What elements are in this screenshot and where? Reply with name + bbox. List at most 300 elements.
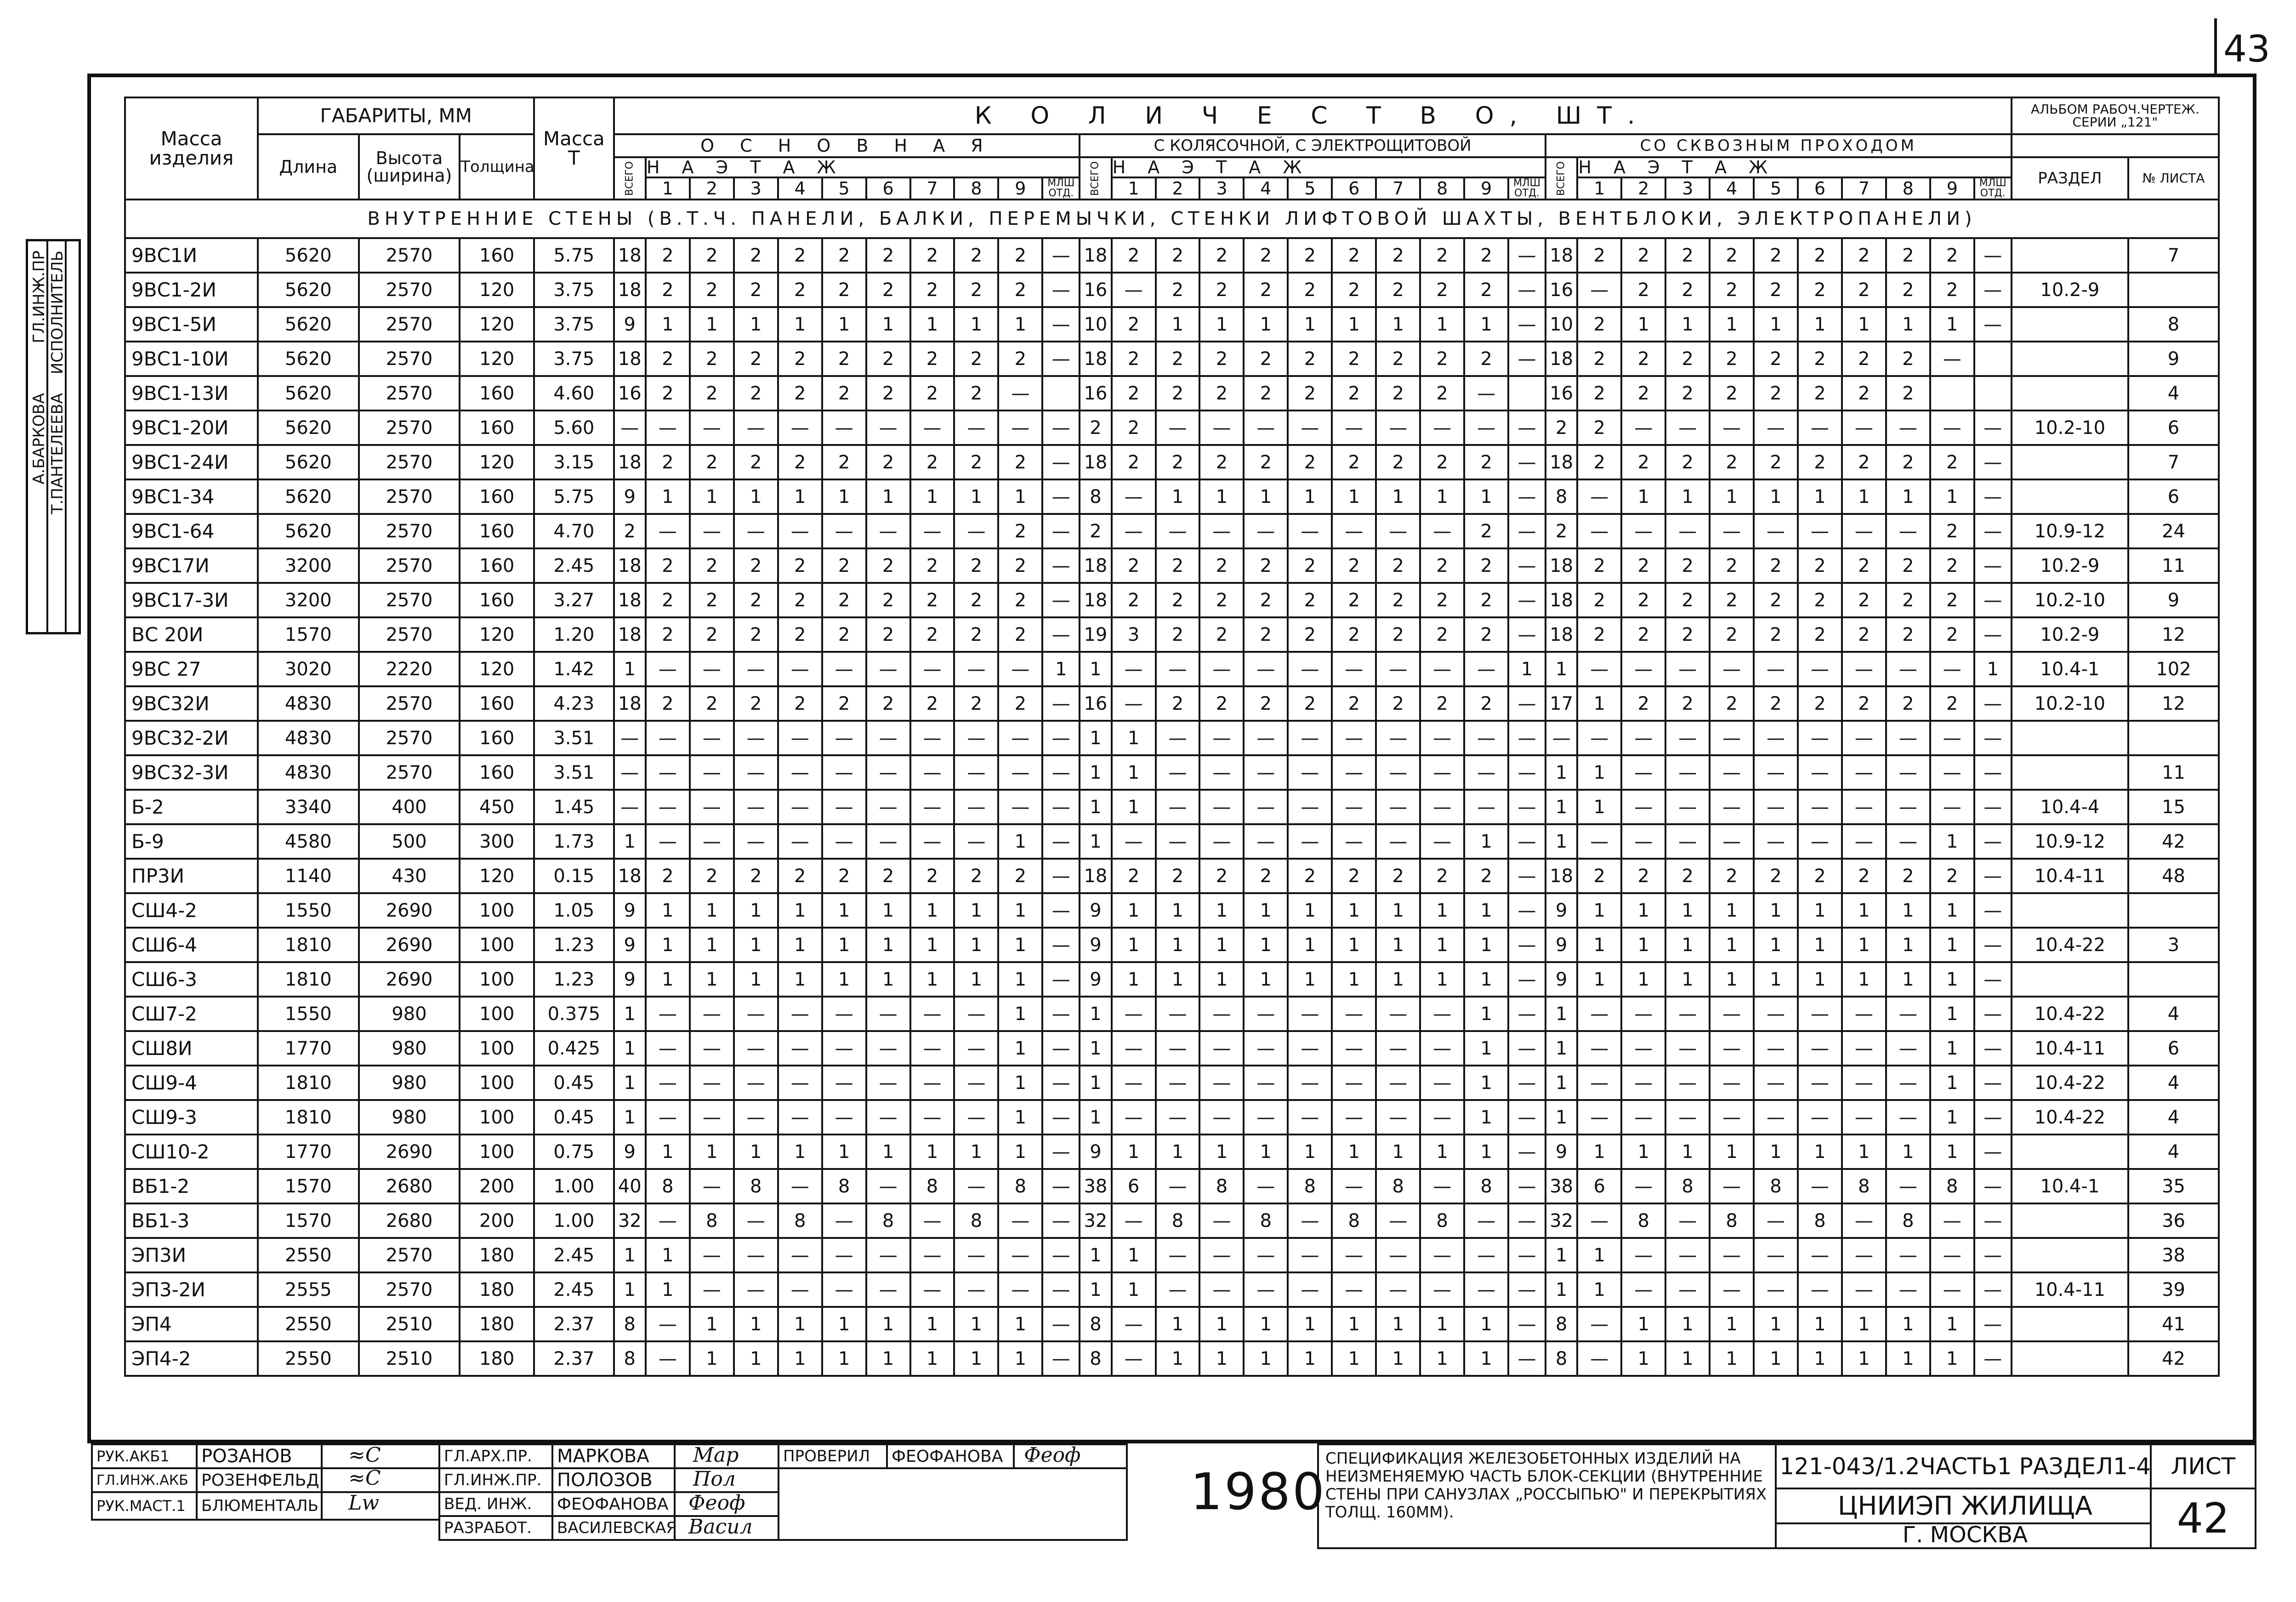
cell-qty: 9 — [614, 307, 646, 342]
cell-qty: — — [690, 514, 734, 548]
cell-qty: — — [1464, 410, 1508, 445]
cell-height: 2570 — [359, 410, 460, 445]
cell-thickness: 160 — [460, 583, 534, 617]
cell-qty: 2 — [1112, 859, 1156, 893]
cell-qty: — — [1665, 652, 1710, 686]
staff2-name-4: ВАСИЛЕВСКАЯ — [551, 1515, 676, 1541]
header-group-through: СО СКВОЗНЫМ ПРОХОДОМ — [1546, 134, 2012, 157]
cell-qty: 8 — [614, 1307, 646, 1341]
stamp-name-1: А.БАРКОВА — [30, 393, 48, 485]
cell-qty: — — [1930, 1238, 1974, 1272]
cell-length: 2550 — [258, 1307, 359, 1341]
cell-qty: 1 — [646, 479, 690, 514]
cell-qty: 2 — [1798, 859, 1842, 893]
cell-qty: 2 — [1244, 686, 1288, 721]
cell-qty: 1 — [646, 893, 690, 928]
cell-qty: 1 — [998, 824, 1042, 859]
cell-qty: — — [734, 652, 778, 686]
cell-qty: — — [1710, 1169, 1754, 1203]
cell-qty: 2 — [1798, 583, 1842, 617]
cell-razdel: 10.4-11 — [2012, 859, 2128, 893]
cell-qty: 18 — [614, 238, 646, 273]
cell-qty: 2 — [1464, 617, 1508, 652]
cell-razdel: 10.4-4 — [2012, 790, 2128, 824]
cell-qty: 2 — [1464, 686, 1508, 721]
cell-qty: — — [910, 1031, 955, 1066]
cell-mass: 5.60 — [534, 410, 614, 445]
cell-qty: — — [1754, 410, 1798, 445]
cell-qty: — — [1974, 514, 2012, 548]
cell-mass: 2.37 — [534, 1307, 614, 1341]
cell-qty: — — [734, 790, 778, 824]
cell-qty: 1 — [1464, 1100, 1508, 1135]
cell-qty: 1 — [1974, 652, 2012, 686]
cell-qty: — — [1930, 1203, 1974, 1238]
header-total-through: ВСЕГО — [1546, 157, 1577, 200]
cell-qty: — — [1199, 755, 1244, 790]
cell-qty: 1 — [1112, 1272, 1156, 1307]
cell-qty: — — [1974, 1169, 2012, 1203]
cell-qty: — — [1199, 824, 1244, 859]
cell-qty: 2 — [1464, 859, 1508, 893]
cell-qty: — — [1710, 1066, 1754, 1100]
cell-thickness: 120 — [460, 445, 534, 479]
header-floor: 8 — [1886, 177, 1930, 200]
cell-qty: — — [1376, 410, 1420, 445]
cell-qty: — — [910, 721, 955, 755]
staff-name-1: РОЗАНОВ — [196, 1443, 323, 1469]
stamp-role-1: ГЛ.ИНЖ.ПР — [30, 251, 48, 343]
cell-qty: — — [1042, 721, 1080, 755]
cell-qty: 2 — [1546, 514, 1577, 548]
cell-qty: 1 — [1288, 307, 1332, 342]
cell-qty: — — [1464, 1238, 1508, 1272]
cell-qty: — — [998, 721, 1042, 755]
cell-qty: — — [1886, 790, 1930, 824]
cell-qty: 1 — [1930, 479, 1974, 514]
cell-qty: 1 — [1199, 928, 1244, 962]
cell-list-no — [2128, 962, 2219, 997]
cell-qty: 8 — [1156, 1203, 1200, 1238]
cell-qty: — — [1156, 1031, 1200, 1066]
cell-qty: 2 — [1577, 410, 1621, 445]
cell-qty: 1 — [734, 479, 778, 514]
cell-mass: 0.375 — [534, 997, 614, 1031]
cell-qty: 2 — [1288, 238, 1332, 273]
cell-qty: — — [1244, 514, 1288, 548]
cell-qty: — — [1376, 824, 1420, 859]
cell-qty: 8 — [1244, 1203, 1288, 1238]
cell-qty: 2 — [1244, 548, 1288, 583]
cell-qty: 8 — [1546, 1307, 1577, 1341]
cell-qty: 1 — [1332, 1135, 1376, 1169]
header-floor: 1 — [1112, 177, 1156, 200]
cell-qty: — — [954, 1169, 998, 1203]
cell-qty: — — [954, 790, 998, 824]
cell-qty: 2 — [646, 238, 690, 273]
cell-mark: СШ10-2 — [125, 1135, 258, 1169]
cell-qty: 2 — [866, 273, 910, 307]
cell-qty: — — [1577, 1066, 1621, 1100]
cell-list-no — [2128, 273, 2219, 307]
header-floor: 5 — [1288, 177, 1332, 200]
cell-qty: 1 — [1288, 893, 1332, 928]
cell-qty: — — [1974, 548, 2012, 583]
cell-qty: — — [1332, 410, 1376, 445]
cell-qty: — — [734, 755, 778, 790]
cell-razdel — [2012, 307, 2128, 342]
cell-qty: — — [1754, 997, 1798, 1031]
cell-qty: 1 — [1112, 790, 1156, 824]
cell-qty: 1 — [1798, 307, 1842, 342]
cell-qty: 9 — [1546, 1135, 1577, 1169]
cell-qty: — — [646, 410, 690, 445]
cell-qty: 2 — [1886, 376, 1930, 410]
cell-qty: 2 — [1244, 583, 1288, 617]
cell-qty: 1 — [1710, 1135, 1754, 1169]
cell-qty: — — [734, 1031, 778, 1066]
cell-qty: 2 — [822, 342, 866, 376]
cell-qty: 1 — [822, 307, 866, 342]
cell-qty: — — [646, 652, 690, 686]
cell-qty: — — [1842, 1272, 1886, 1307]
cell-height: 430 — [359, 859, 460, 893]
header-floor: 2 — [690, 177, 734, 200]
table-row — [125, 1066, 2219, 1100]
cell-qty: 2 — [1886, 273, 1930, 307]
cell-qty: — — [866, 1066, 910, 1100]
cell-qty: — — [1376, 790, 1420, 824]
cell-qty: 2 — [1080, 514, 1111, 548]
cell-length: 5620 — [258, 238, 359, 273]
cell-qty: 1 — [1376, 307, 1420, 342]
header-group-stroller: С КОЛЯСОЧНОЙ, С ЭЛЕКТРОЩИТОВОЙ — [1080, 134, 1546, 157]
cell-qty: 2 — [1112, 307, 1156, 342]
cell-qty: — — [778, 755, 822, 790]
cell-qty: — — [1577, 514, 1621, 548]
cell-qty: 8 — [954, 1203, 998, 1238]
cell-qty: 2 — [646, 342, 690, 376]
cell-qty: — — [646, 1100, 690, 1135]
cell-thickness: 160 — [460, 755, 534, 790]
cell-qty: — — [1042, 410, 1080, 445]
cell-qty: 8 — [614, 1341, 646, 1376]
cell-list-no: 11 — [2128, 548, 2219, 583]
cell-qty: — — [1288, 1100, 1332, 1135]
cell-qty: 2 — [1665, 859, 1710, 893]
cell-mass: 3.51 — [534, 721, 614, 755]
cell-qty: — — [1199, 997, 1244, 1031]
cell-qty: — — [1974, 928, 2012, 962]
cell-qty: 19 — [1080, 617, 1111, 652]
cell-qty: 8 — [1798, 1203, 1842, 1238]
cell-qty: — — [778, 1100, 822, 1135]
cell-qty: — — [998, 1203, 1042, 1238]
cell-qty: 1 — [1665, 1135, 1710, 1169]
cell-thickness: 180 — [460, 1238, 534, 1272]
cell-qty: — — [1974, 1066, 2012, 1100]
cell-qty: 2 — [1156, 617, 1200, 652]
cell-qty: 2 — [1199, 342, 1244, 376]
cell-qty: 2 — [734, 859, 778, 893]
cell-qty: — — [1621, 410, 1665, 445]
cell-length: 3340 — [258, 790, 359, 824]
cell-qty: — — [1042, 514, 1080, 548]
cell-qty: — — [1710, 755, 1754, 790]
cell-thickness: 160 — [460, 548, 534, 583]
cell-mark: ЭП3И — [125, 1238, 258, 1272]
cell-qty: 1 — [1665, 893, 1710, 928]
cell-qty: 2 — [1112, 583, 1156, 617]
cell-qty — [1042, 376, 1080, 410]
cell-qty: 2 — [1754, 548, 1798, 583]
cell-qty: — — [822, 410, 866, 445]
cell-qty: 2 — [1886, 686, 1930, 721]
cell-qty: — — [1886, 410, 1930, 445]
checked-name: ФЕОФАНОВА — [886, 1443, 1015, 1469]
cell-qty: — — [1112, 1307, 1156, 1341]
cell-list-no: 48 — [2128, 859, 2219, 893]
cell-qty: 1 — [998, 307, 1042, 342]
cell-qty: 2 — [646, 445, 690, 479]
cell-qty: 2 — [1288, 376, 1332, 410]
cell-mark: 9ВС1И — [125, 238, 258, 273]
cell-qty: 2 — [1930, 686, 1974, 721]
cell-mark: ВС 20И — [125, 617, 258, 652]
cell-qty: 1 — [1577, 1135, 1621, 1169]
cell-qty: — — [1464, 721, 1508, 755]
cell-qty: 1 — [1156, 962, 1200, 997]
cell-qty: 1 — [1376, 1341, 1420, 1376]
table-row — [125, 1169, 2219, 1203]
cell-qty: 1 — [866, 1341, 910, 1376]
cell-qty: — — [1974, 273, 2012, 307]
cell-qty: 2 — [1112, 410, 1156, 445]
cell-length: 5620 — [258, 445, 359, 479]
cell-qty: — — [1974, 617, 2012, 652]
cell-qty: — — [1376, 514, 1420, 548]
cell-qty: 2 — [1930, 617, 1974, 652]
cell-height: 980 — [359, 1031, 460, 1066]
cell-mark: 9ВС1-10И — [125, 342, 258, 376]
cell-qty: 8 — [1754, 1169, 1798, 1203]
cell-qty: 1 — [822, 962, 866, 997]
cell-qty: — — [822, 1066, 866, 1100]
cell-qty: 2 — [1332, 548, 1376, 583]
cell-qty: 8 — [1842, 1169, 1886, 1203]
cell-qty: 2 — [1665, 273, 1710, 307]
cell-qty: — — [1042, 686, 1080, 721]
cell-qty: 9 — [614, 928, 646, 962]
cell-qty: — — [778, 1031, 822, 1066]
cell-qty: 1 — [1930, 1066, 1974, 1100]
cell-qty: 1 — [822, 1341, 866, 1376]
cell-qty: — — [778, 1169, 822, 1203]
cell-qty: — — [1798, 1031, 1842, 1066]
cell-qty: 1 — [1798, 928, 1842, 962]
cell-qty: 9 — [1080, 1135, 1111, 1169]
cell-qty: — — [1042, 1272, 1080, 1307]
cell-qty: — — [1156, 755, 1200, 790]
cell-qty: 1 — [1754, 928, 1798, 962]
cell-qty: 1 — [1546, 1272, 1577, 1307]
cell-qty: 1 — [866, 479, 910, 514]
cell-qty: 8 — [1710, 1203, 1754, 1238]
cell-qty: 9 — [614, 893, 646, 928]
header-height: Высота (ширина) — [359, 134, 460, 200]
header-total-main: ВСЕГО — [614, 157, 646, 200]
cell-qty: 2 — [1621, 376, 1665, 410]
cell-qty: 1 — [1464, 1135, 1508, 1169]
cell-qty: — — [1798, 1066, 1842, 1100]
staff-role-2: ГЛ.ИНЖ.АКБ — [91, 1467, 198, 1493]
cell-qty: — — [614, 755, 646, 790]
cell-qty: — — [1842, 410, 1886, 445]
cell-qty: 18 — [1080, 342, 1111, 376]
cell-qty: 2 — [1420, 859, 1464, 893]
cell-qty: 2 — [690, 342, 734, 376]
cell-qty: — — [1842, 824, 1886, 859]
cell-qty: 1 — [734, 307, 778, 342]
cell-qty: 1 — [1156, 479, 1200, 514]
cell-razdel — [2012, 479, 2128, 514]
cell-qty: — — [1244, 1272, 1288, 1307]
cell-qty: 2 — [1754, 583, 1798, 617]
cell-qty: — — [1710, 1238, 1754, 1272]
cell-qty: 2 — [1842, 859, 1886, 893]
cell-qty: — — [1886, 1272, 1930, 1307]
cell-qty: — — [1974, 893, 2012, 928]
cell-height: 2570 — [359, 273, 460, 307]
cell-qty: 2 — [1376, 617, 1420, 652]
table-row — [125, 1307, 2219, 1341]
cell-qty: — — [998, 652, 1042, 686]
cell-qty: — — [1842, 1100, 1886, 1135]
cell-qty: 1 — [1798, 893, 1842, 928]
cell-qty: 2 — [822, 686, 866, 721]
cell-qty: — — [1974, 445, 2012, 479]
cell-qty: 1 — [614, 652, 646, 686]
cell-razdel — [2012, 893, 2128, 928]
cell-qty: — — [1974, 1031, 2012, 1066]
cell-length: 1810 — [258, 1066, 359, 1100]
cell-qty: 1 — [1420, 962, 1464, 997]
cell-qty: 1 — [1288, 479, 1332, 514]
cell-qty: — — [690, 755, 734, 790]
table-row — [125, 617, 2219, 652]
cell-razdel: 10.9-12 — [2012, 514, 2128, 548]
cell-qty: 18 — [1080, 859, 1111, 893]
cell-length: 1810 — [258, 1100, 359, 1135]
page-number-tick — [2214, 18, 2217, 74]
cell-qty: — — [1244, 1238, 1288, 1272]
table-row — [125, 721, 2219, 755]
cell-qty: — — [778, 721, 822, 755]
cell-mark: ЭП4-2 — [125, 1341, 258, 1376]
cell-qty: 2 — [646, 617, 690, 652]
cell-length: 3200 — [258, 583, 359, 617]
header-razdel: РАЗДЕЛ — [2012, 157, 2128, 200]
cell-qty: 2 — [1156, 238, 1200, 273]
cell-qty: 1 — [734, 1341, 778, 1376]
cell-qty: — — [954, 410, 998, 445]
cell-qty: — — [778, 1272, 822, 1307]
cell-qty: — — [1244, 755, 1288, 790]
cell-thickness: 100 — [460, 893, 534, 928]
cell-qty: — — [1420, 652, 1464, 686]
cell-qty: — — [1930, 410, 1974, 445]
cell-qty: — — [954, 1100, 998, 1135]
cell-qty: 2 — [998, 273, 1042, 307]
cell-qty: 16 — [614, 376, 646, 410]
cell-thickness: 160 — [460, 238, 534, 273]
cell-qty: — — [1420, 514, 1464, 548]
cell-qty: — — [1798, 1100, 1842, 1135]
cell-qty: — — [1508, 479, 1546, 514]
header-album: АЛЬБОМ РАБОЧ.ЧЕРТЕЖ. СЕРИИ „121" — [2012, 97, 2219, 134]
cell-qty: — — [1508, 1307, 1546, 1341]
cell-qty: 2 — [1288, 445, 1332, 479]
cell-qty: — — [1042, 1341, 1080, 1376]
cell-qty: — — [1665, 790, 1710, 824]
cell-qty: 2 — [1930, 445, 1974, 479]
cell-qty: — — [1621, 1169, 1665, 1203]
cell-height: 2570 — [359, 342, 460, 376]
cell-qty: 1 — [822, 893, 866, 928]
header-gabarity: ГАБАРИТЫ, ММ — [258, 97, 534, 134]
cell-qty: 1 — [1886, 962, 1930, 997]
header-floor: 6 — [866, 177, 910, 200]
cell-qty: — — [1042, 790, 1080, 824]
cell-qty: 2 — [778, 583, 822, 617]
cell-length: 5620 — [258, 342, 359, 376]
cell-qty: 1 — [1464, 1307, 1508, 1341]
cell-qty: — — [690, 1066, 734, 1100]
cell-qty: 2 — [1156, 686, 1200, 721]
cell-razdel — [2012, 445, 2128, 479]
cell-qty: 8 — [998, 1169, 1042, 1203]
cell-qty: — — [1042, 617, 1080, 652]
cell-qty: — — [1665, 721, 1710, 755]
cell-qty: 1 — [1244, 893, 1288, 928]
cell-razdel: 10.2-10 — [2012, 583, 2128, 617]
cell-qty: 1 — [646, 1272, 690, 1307]
cell-qty: 2 — [1244, 859, 1288, 893]
cell-qty: — — [1112, 652, 1156, 686]
cell-qty: 2 — [866, 342, 910, 376]
cell-qty: — — [1508, 1135, 1546, 1169]
cell-qty: 18 — [1546, 342, 1577, 376]
cell-qty: — — [1621, 652, 1665, 686]
cell-razdel: 10.4-22 — [2012, 1100, 2128, 1135]
table-row — [125, 928, 2219, 962]
cell-qty: 2 — [910, 617, 955, 652]
cell-qty: 8 — [1199, 1169, 1244, 1203]
cell-list-no: 38 — [2128, 1238, 2219, 1272]
cell-qty: 1 — [910, 1135, 955, 1169]
cell-qty: — — [1199, 652, 1244, 686]
cell-height: 2570 — [359, 238, 460, 273]
cell-qty: 2 — [866, 859, 910, 893]
cell-qty: 1 — [1199, 893, 1244, 928]
cell-qty: — — [1798, 1272, 1842, 1307]
cell-qty: 1 — [1546, 1238, 1577, 1272]
cell-qty: 2 — [1376, 342, 1420, 376]
cell-qty: 1 — [778, 1307, 822, 1341]
cell-qty: 2 — [1842, 548, 1886, 583]
cell-qty: 2 — [1288, 342, 1332, 376]
cell-qty: 1 — [1288, 1307, 1332, 1341]
